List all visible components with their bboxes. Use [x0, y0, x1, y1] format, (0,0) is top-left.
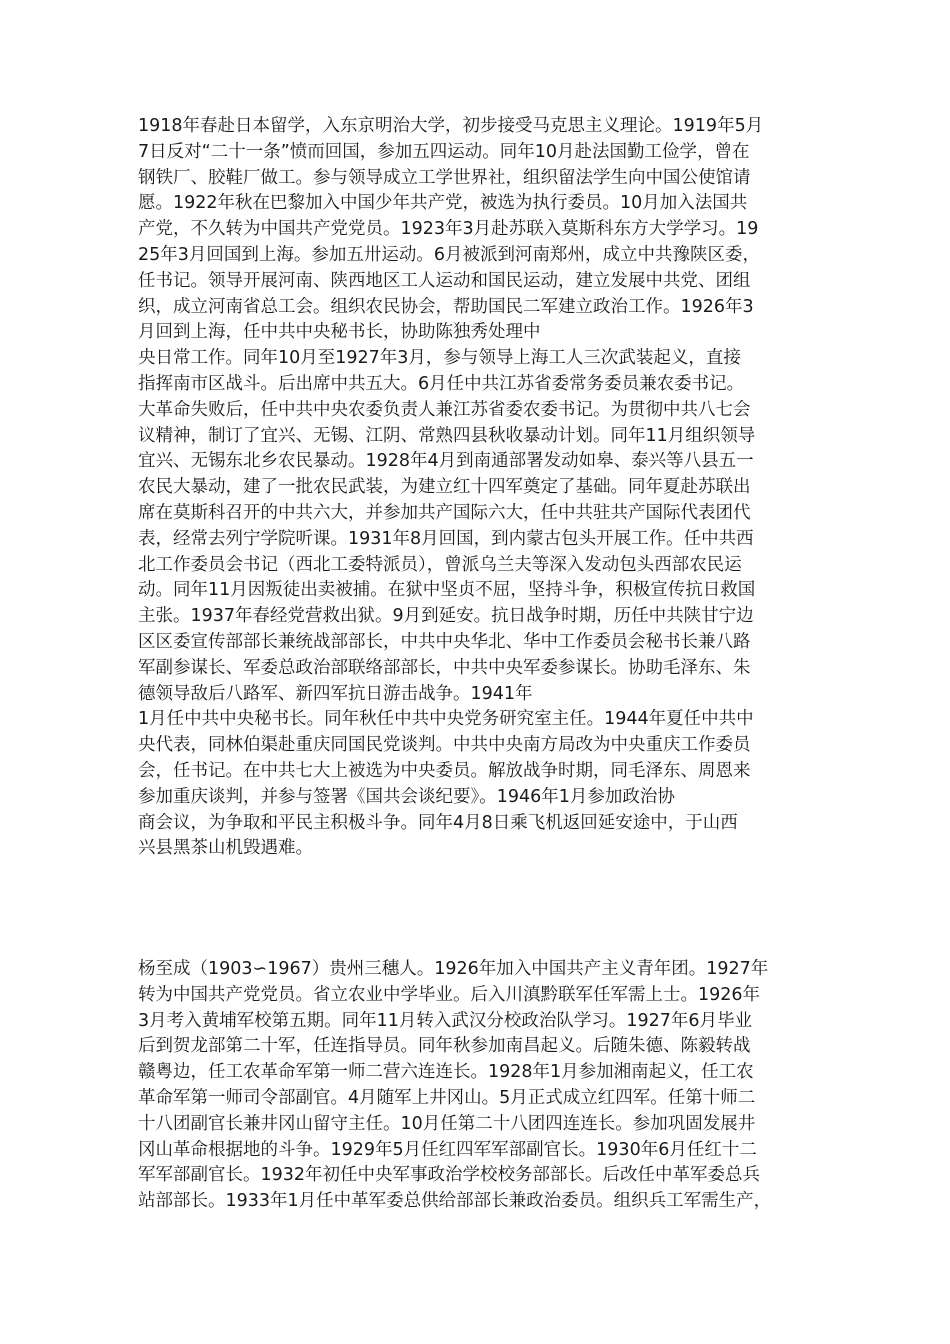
text-line: 后到贺龙部第二十军，任连指导员。同年秋参加南昌起义。后随朱德、陈毅转战: [138, 1036, 751, 1057]
text-line: 月回到上海，任中共中央秘书长，协助陈独秀处理中: [138, 322, 541, 343]
text-line: 织，成立河南省总工会。组织农民协会，帮助国民二军建立政治工作。1926年3: [138, 296, 754, 317]
text-line: 区区委宣传部部长兼统战部部长，中共中央华北、华中工作委员会秘书长兼八路: [138, 631, 751, 652]
text-line: 转为中国共产党党员。省立农业中学毕业。后入川滇黔联军任军需上士。1926年: [138, 984, 761, 1005]
text-line: 农民大暴动，建了一批农民武装，为建立红十四军奠定了基础。同年夏赴苏联出: [138, 477, 751, 498]
text-line: 25年3月回国到上海。参加五卅运动。6月被派到河南郑州，成立中共豫陕区委，: [138, 244, 761, 265]
text-line: 动。同年11月因叛徒出卖被捕。在狱中坚贞不屈，坚持斗争，积极宣传抗日救国: [138, 580, 756, 601]
text-line: 十八团副官长兼井冈山留守主任。10月任第二十八团四连连长。参加巩固发展井: [138, 1113, 756, 1134]
text-line: 赣粤边，任工农革命军第一师二营六连连长。1928年1月参加湘南起义，任工农: [138, 1062, 754, 1083]
text-line: 7日反对“二十一条”愤而回国，参加五四运动。同年10月赴法国勤工俭学，曾在: [138, 141, 750, 162]
text-line: 主张。1937年春经党营救出狱。9月到延安。抗日战争时期，历任中共陕甘宁边: [138, 606, 754, 627]
text-line: 会，任书记。在中共七大上被选为中央委员。解放战争时期，同毛泽东、周恩来: [138, 760, 751, 781]
text-line: 表，经常去列宁学院听课。1931年8月回国，到内蒙古包头开展工作。任中共西: [138, 528, 754, 549]
text-line: 1918年春赴日本留学，入东京明治大学，初步接受马克思主义理论。1919年5月: [138, 116, 764, 136]
text-line: 北工作委员会书记（西北工委特派员），曾派乌兰夫等深入发动包头西部农民运: [138, 554, 742, 575]
text-line: 兴县黑茶山机毁遇难。: [138, 838, 313, 859]
text-line: 央日常工作。同年10月至1927年3月，参与领导上海工人三次武装起义，直接: [138, 348, 741, 369]
biography-paragraph-2: [138, 957, 838, 1215]
biography-paragraph-1: [138, 114, 838, 862]
text-line: 愿。1922年秋在巴黎加入中国少年共产党，被选为执行委员。10月加入法国共: [138, 193, 748, 214]
text-line: 钢铁厂、胶鞋厂做工。参与领导成立工学世界社，组织留法学生向中国公使馆请: [138, 167, 751, 188]
text-line: 商会议，为争取和平民主积极斗争。同年4月8日乘飞机返回延安途中，于山西: [138, 812, 738, 833]
text-line: 任书记。领导开展河南、陕西地区工人运动和国民运动，建立发展中共党、团组: [138, 270, 751, 291]
text-line: 军军部副官长。1932年初任中央军事政治学校校务部部长。后改任中革军委总兵: [138, 1165, 761, 1186]
text-line: 参加重庆谈判，并参与签署《国共会谈纪要》。1946年1月参加政治协: [138, 786, 675, 807]
text-line: 议精神，制订了宜兴、无锡、江阴、常熟四县秋收暴动计划。同年11月组织领导: [138, 425, 756, 446]
text-line: 宜兴、无锡东北乡农民暴动。1928年4月到南通部署发动如皋、泰兴等八县五一: [138, 451, 754, 472]
text-line: 央代表，同林伯渠赴重庆同国民党谈判。中共中央南方局改为中央重庆工作委员: [138, 735, 751, 756]
text-line: 3月考入黄埔军校第五期。同年11月转入武汉分校政治队学习。1927年6月毕业: [138, 1010, 753, 1031]
text-line: 德领导敌后八路军、新四军抗日游击战争。1941年: [138, 683, 533, 704]
text-line: 革命军第一师司令部副官。4月随军上井冈山。5月正式成立红四军。任第十师二: [138, 1087, 756, 1108]
text-line: 1月任中共中央秘书长。同年秋任中共中央党务研究室主任。1944年夏任中共中: [138, 709, 754, 730]
text-line: 军副参谋长、军委总政治部联络部部长，中共中央军委参谋长。协助毛泽东、朱: [138, 657, 751, 678]
text-line: 席在莫斯科召开的中共六大，并参加共产国际六大，任中共驻共产国际代表团代: [138, 502, 751, 523]
text-line: 冈山革命根据地的斗争。1929年5月任红四军军部副官长。1930年6月任红十二: [138, 1139, 757, 1160]
text-line: 杨至成（1903∽1967）贵州三穗人。1926年加入中国共产主义青年团。1927年: [138, 959, 769, 979]
text-line: 产党，不久转为中国共产党党员。1923年3月赴苏联入莫斯科东方大学学习。19: [138, 219, 759, 240]
text-line: 站部部长。1933年1月任中革军委总供给部部长兼政治委员。组织兵工军需生产，: [138, 1191, 772, 1212]
text-line: 大革命失败后，任中共中央农委负责人兼江苏省委农委书记。为贯彻中共八七会: [138, 399, 751, 420]
text-line: 指挥南市区战斗。后出席中共五大。6月任中共江苏省委常务委员兼农委书记。: [138, 373, 745, 394]
